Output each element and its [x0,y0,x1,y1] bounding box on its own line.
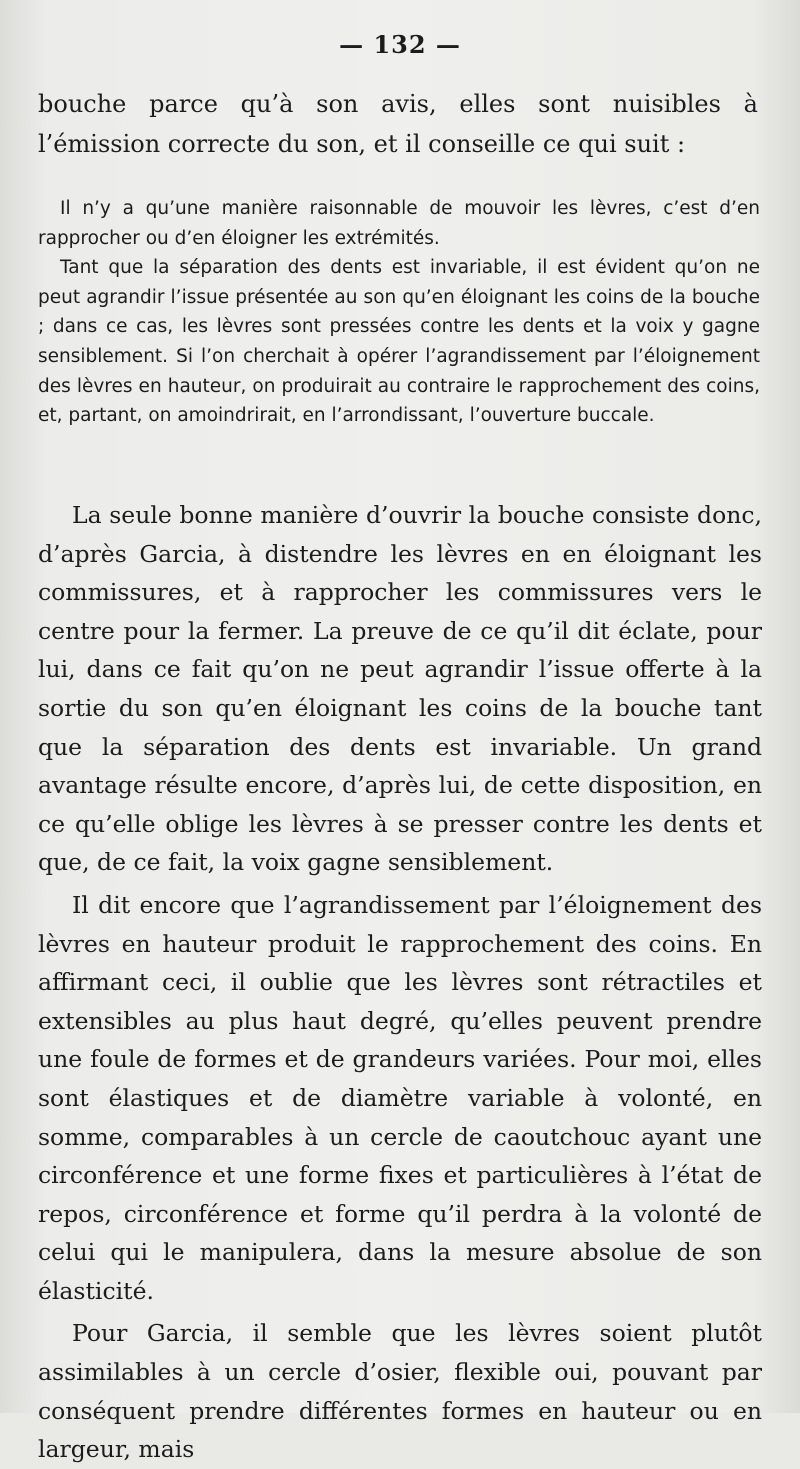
body-text [38,496,762,1469]
quotation-paragraph: Il n’y a qu’une manière raisonnable de mouvoir les lèvres, c’est d’en rapprocher ou d’en éloigner les extrémités. [38,198,760,249]
lead-paragraph: bouche parce qu’à son avis, elles sont nuisibles à l’émission correcte du son, et il conseille ce qui suit : [38,90,758,158]
body-paragraph: La seule bonne manière d’ouvrir la bouche consiste donc, d’après Garcia, à distendre les lèvres en en éloignant les commissures, et à rapprocher les commissures vers le centre pour la fermer. La preuve de ce qu’il dit éclate, pour lui, dans ce fait qu’on ne peut agrandir l’issue offerte à la sortie du son qu’en éloignant les coins de la bouche tant que la séparation des dents est invariable. Un grand avantage résulte encore, d’après lui, de cette disposition, en ce qu’elle oblige les lèvres à se presser contre les dents et que, de ce fait, la voix gagne sensiblement. [38,501,762,877]
quotation-paragraph: Tant que la séparation des dents est invariable, il est évident qu’on ne peut agrandir l’issue présentée au son qu’en éloignant les coins de la bouche ; dans ce cas, les lèvres sont pressées contre les dents et la voix y gagne sensiblement. Si l’on cherchait à opérer l’agrandissement par l’éloignement des lèvres en hauteur, on produirait au contraire le rapprochement des coins, et, partant, on amoindrirait, en l’arrondissant, l’ouverture buccale. [38,257,760,427]
page-number: — 132 — [339,30,461,59]
body-paragraph: Pour Garcia, il semble que les lèvres soient plutôt assimilables à un cercle d’osier, flexible oui, pouvant par conséquent prendre différentes formes en hauteur ou en largeur, mais [38,1319,762,1464]
body-paragraph: Il dit encore que l’agrandissement par l’éloignement des lèvres en hauteur produit le rapprochement des coins. En affirmant ceci, il oublie que les lèvres sont rétractiles et extensibles au plus haut degré, qu’elles peuvent prendre une foule de formes et de grandeurs variées. Pour moi, elles sont élastiques et de diamètre variable à volonté, en somme, comparables à un cercle de caoutchouc ayant une circonférence et une forme fixes et particulières à l’état de repos, circonférence et forme qu’il perdra à la volonté de celui qui le manipulera, dans la mesure absolue de son élasticité. [38,890,762,1305]
quotation-block [38,194,760,431]
